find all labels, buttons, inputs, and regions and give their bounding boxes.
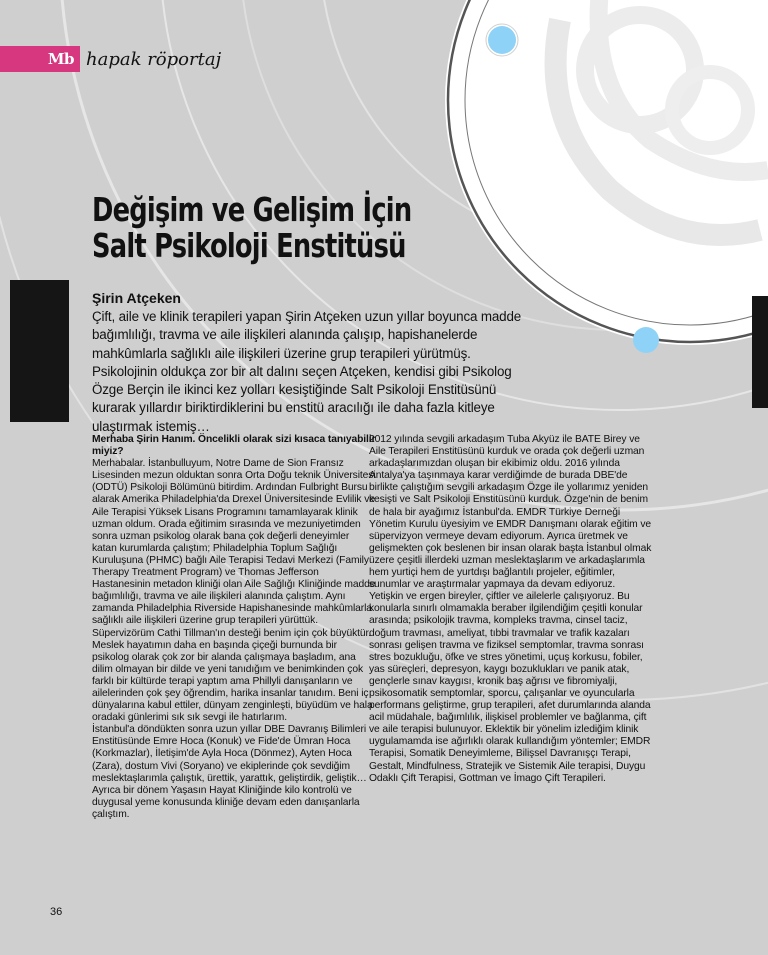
article-lead xyxy=(92,290,532,436)
answer-paragraph-2: İstanbul'a döndükten sonra uzun yıllar DBE Davranış Bilimleri Enstitüsünde Emre Hoca (Konuk) ve Fide'de Ümran Hoca (Korkmazlar), İletişim'de Ayla Hoca (Dönmez), Ayten Hoca (Zara), dostum Vivi (Soryano) ve ekiplerinde çok sevdiğim meslektaşlarımla çalıştık, ürettik, yarattık, geliştirdik, geliştik… Ayrıca bir dönem Yaşasın Hayat Kliniğinde kilo kontrolü ve duygusal yeme konusunda kliniğe devam eden danışanlarla çalıştım. xyxy=(92,724,367,820)
answer-paragraph-3: 2012 yılında sevgili arkadaşım Tuba Akyüz ile BATE Birey ve Aile Terapileri Enstitüsünü kurduk ve orada çok değerli uzman arkadaşlarımızdan oluşan bir ekibimiz oldu. 2016 yılında Antalya'ya taşınmaya karar verdiğimde de burada DBE'de birlikte çalıştığım sevgili arkadaşım Özge ile yollarımız yeniden kesişti ve Salt Psikoloji Enstitüsünü kurduk. Özge'nin de benim de hala bir ayağımız İstanbul'da. EMDR Türkiye Derneği Yönetim Kurulu üyesiyim ve EMDR Danışmanı olarak eğitim ve süpervizyon vermeye devam ediyorum. Ayrıca üretmek ve gelişmekten çok beslenen bir insan olarak başta İstanbul olmak üzere çeşitli illerdeki uzman meslektaşlarım ve arkadaşlarımla hem yurtiçi hem de yurtdışı bağlantılı projeler, eğitimler, sunumlar ve araştırmalar yapmaya da devam ediyoruz. xyxy=(369,434,652,591)
article-title xyxy=(92,190,412,265)
title-line-2: Salt Psikoloji Enstitüsü xyxy=(92,226,406,265)
page-number: 36 xyxy=(50,906,63,918)
text-column-right xyxy=(369,434,655,785)
right-accent-bar xyxy=(752,296,768,408)
brand-logo: Mb xyxy=(0,46,80,72)
text-column-left xyxy=(92,434,376,821)
answer-paragraph-1: Merhabalar. İstanbulluyum, Notre Dame de Sion Fransız Lisesinden mezun olduktan sonra Orta Doğu teknik Üniversitesi (ODTÜ) Psikoloji Bölümünü bitirdim. Ardından Fulbright Bursu alarak Amerika Philadelphia'da Drexel Üniversitesinde Evlilik ve Aile Terapisi Yüksek Lisans Programını tamamlayarak klinik uzman oldum. Orada eğitimim sırasında ve mezuniyetimden sonra uzman psikolog olarak bana çok değerli deneyimler katan kurumlarda çalıştım; Philadelphia Toplum Sağlığı Kuruluşuna (PHMC) bağlı Aile Terapisi Tedavi Merkezi (Family Therapy Treatment Program) ve Thomas Jefferson Hastanesinin metadon kliniği olan Aile Sağlığı Kliniğinde madde bağımlılığı, travma ve aile ilişkileri alanında çalıştım. Aynı zamanda Philadelphia Riverside Hapishanesinde mahkûmlarla sağlıklı aile ilişkileri üzerine grup terapileri yürüttük. Süpervizörüm Cathi Tillman'ın desteği benim için çok büyüktür. Meslek hayatımın daha en başında çiçeği burnunda bir psikolog olarak çok zor bir alanda çalışmaya başladım, ana dilim olmayan bir dilde ve yeni tanıdığım ve benimkinden çok farklı bir kültürde terapi yaptım ama Phillyli danışanların ve ailelerinden çok şey öğrendim, harika insanlar tanıdım. Beni iç dünyalarına kabul ettiler, dünyam zenginleşti, büyüdüm ve hala oradaki günlerimi sık sık sevgi ile hatırlarım. xyxy=(92,458,376,724)
lead-accent-bar xyxy=(10,280,69,422)
lead-text: Çift, aile ve klinik terapileri yapan Şirin Atçeken uzun yıllar boyunca madde bağımlılığı, travma ve aile ilişkileri alanında çalışıp, hapishanelerde mahkûmlarla sağlıklı aile ilişkileri üzerine grup terapileri yürütmüş. Psikolojinin oldukça zor bir alt dalını seçen Atçeken, kendisi gibi Psikolog Özge Berçin ile ikinci kez yolları kesiştiğinde Salt Psikoloji Enstitüsünü kurarak yıllardır biriktirdiklerini bu enstitü aracılığı ile daha fazla kitleye ulaştırmak istemiş… xyxy=(92,309,522,434)
author-name: Şirin Atçeken xyxy=(92,290,181,306)
brand-header xyxy=(0,46,221,72)
interview-question: Merhaba Şirin Hanım. Öncelikli olarak sizi kısaca tanıyabilir miyiz? xyxy=(92,434,376,458)
section-label: hapak röportaj xyxy=(86,48,222,70)
answer-paragraph-4: Yetişkin ve ergen bireyler, çiftler ve ailelerle çalışıyoruz. Bu konularla sınırlı olmamakla beraber ilgilendiğim çeşitli konular arasında; psikolojik travma, kompleks travma, cinsel taciz, doğum travması, ameliyat, tıbbi travmalar ve trafik kazaları sonrası gelişen travma ve fiziksel semptomlar, travma sonrası stres bozukluğu, öfke ve stres yönetimi, uçuş korkusu, fobiler, yas süreçleri, depresyon, kaygı bozuklukları ve panik atak, gençlerle sınav kaygısı, kronik baş ağrısı ve fibromiyalji, psikosomatik semptomlar, sporcu, çalışanlar ve oyuncularla performans geliştirme, grup terapileri, afet durumlarında alanda acil müdahale, bağımlılık, ilişkisel problemler ve bağlanma, çift ve aile terapisi bulunuyor. Eklektik bir yönelim izlediğim klinik uygulamamda ise ağırlıklı olarak kullandığım yöntemler; EMDR Terapisi, Somatik Deneyimleme, Bilişsel Davranışçı Terapi, Gestalt, Mindfulness, Stratejik ve Sistemik Aile terapisi, Duygu Odaklı Çift Terapisi, Gottman ve İmago Çift Terapileri. xyxy=(369,591,651,784)
title-line-1: Değişim ve Gelişim İçin xyxy=(92,190,412,229)
